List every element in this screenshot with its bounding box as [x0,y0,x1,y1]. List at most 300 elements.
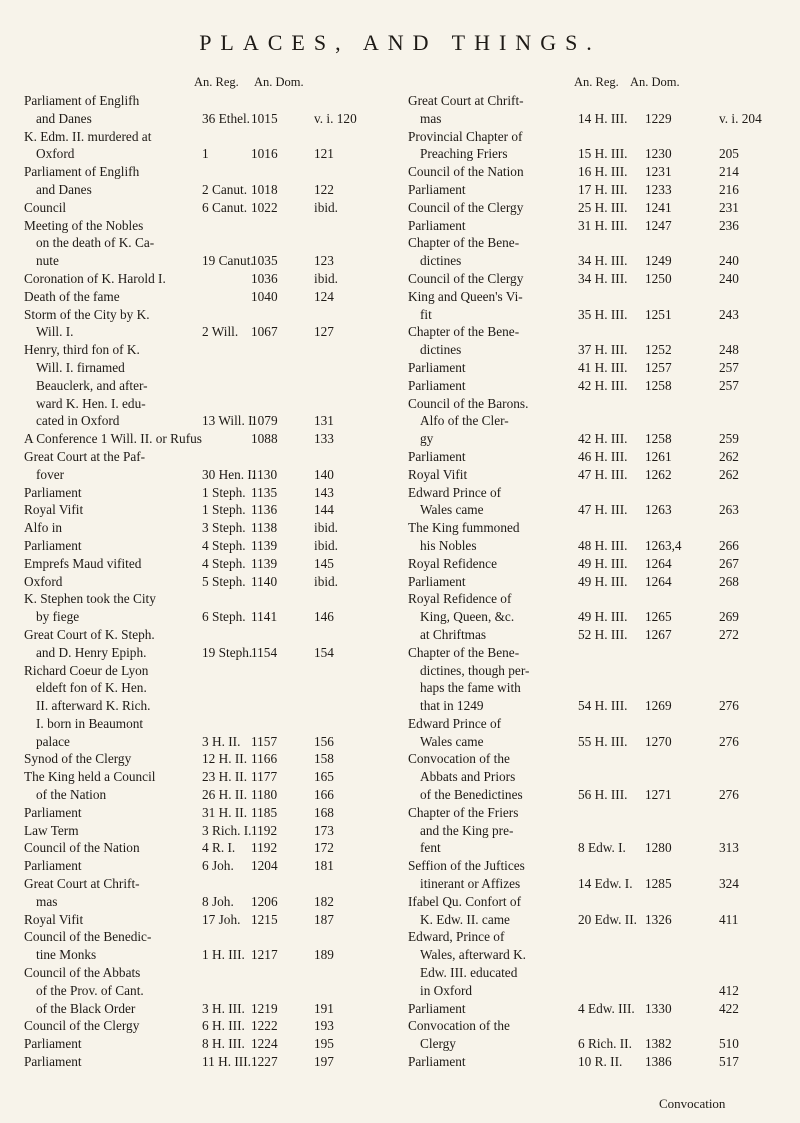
entry-line [408,857,778,875]
entry-line [24,946,394,964]
entry-text: Great Court at the Paf- [24,448,146,464]
entry-line [408,128,778,146]
anno-domini: 1204 [251,858,278,874]
entry-text: Parliament [24,1036,82,1052]
entry-line [24,911,394,929]
entry-text: II. afterward K. Rich. [36,698,151,714]
anno-domini: 1261 [645,448,672,464]
reign-year: 14 Edw. I. [578,876,633,892]
entry-text: itinerant or Affizes [420,876,521,892]
index-entry [408,1000,778,1018]
reign-year: 25 H. III. [578,199,628,215]
entry-text: Royal Vifit [408,466,468,482]
entry-text: K. Stephen took the City [24,591,156,607]
anno-domini: 1136 [251,502,278,518]
index-entry [408,893,778,929]
entry-text: King and Queen's Vi- [408,288,523,304]
entry-text: Council [24,199,67,215]
anno-domini: 1177 [251,769,278,785]
anno-domini: 1382 [645,1036,672,1052]
page-ref: 182 [314,893,334,909]
reign-year: 6 Rich. II. [578,1036,632,1052]
entry-line [24,199,394,217]
anno-domini: 1330 [645,1000,672,1016]
reign-year: 11 H. III. [202,1054,251,1070]
entry-text: Preaching Friers [420,146,508,162]
entry-line [24,377,394,395]
entry-text: K. Edw. II. came [420,911,510,927]
page-ref: 231 [719,199,739,215]
index-entry [408,715,778,751]
reign-year: 4 R. I. [202,840,236,856]
index-entry [408,519,778,555]
entry-line [24,928,394,946]
entry-line [24,893,394,911]
index-entry [408,555,778,573]
entry-text: in Oxford [420,982,473,998]
entry-text: Provincial Chapter of [408,128,523,144]
entry-line [408,750,778,768]
entry-text: Alfo in [24,520,63,536]
entry-line [408,234,778,252]
entry-line [24,537,394,555]
anno-domini: 1219 [251,1000,278,1016]
entry-text: Royal Vifit [24,911,84,927]
entry-text: at Chriftmas [420,626,487,642]
entry-text: Council of the Nation [408,164,524,180]
index-entry [408,484,778,520]
anno-domini: 1180 [251,787,278,803]
entry-line [24,466,394,484]
entry-line [24,715,394,733]
entry-line [24,306,394,324]
page-ref: 257 [719,359,739,375]
entry-text: dictines, though per- [420,662,530,678]
header-dom: An. Dom. [254,75,304,89]
entry-line [24,697,394,715]
anno-domini: 1139 [251,555,278,571]
anno-domini: 1252 [645,342,672,358]
reign-year: 34 H. III. [578,253,628,269]
anno-domini: 1016 [251,146,278,162]
entry-line [408,679,778,697]
page-ref: 262 [719,448,739,464]
entry-text: Parliament of Englifh [24,93,140,108]
reign-year: 8 Edw. I. [578,840,626,856]
page-ref: ibid. [314,270,339,286]
entry-text: that in 1249 [420,698,484,714]
anno-domini: 1088 [251,431,278,447]
page-ref: 259 [719,431,739,447]
entry-line [408,501,778,519]
anno-domini: 1157 [251,733,278,749]
left-column [24,74,394,1071]
entry-text: mas [420,110,442,126]
header-reg: An. Reg. [574,75,619,89]
reign-year: 49 H. III. [578,609,628,625]
reign-year: 1 Steph. [202,484,246,500]
entry-line [24,750,394,768]
entry-text: Council of the Nation [24,840,140,856]
entry-line [408,288,778,306]
reign-year: 12 H. II. [202,751,248,767]
entry-text: nute [36,253,59,269]
index-entry [24,163,394,199]
entry-line [408,555,778,573]
header-reg: An. Reg. [194,75,239,89]
entry-line [408,412,778,430]
index-entry [24,839,394,857]
entry-text: A Conference 1 Will. II. or Rufus [24,431,202,447]
entry-text: Abbats and Priors [420,769,516,785]
page-ref: 195 [314,1036,334,1052]
entry-text: eldeft fon of K. Hen. [36,680,147,696]
index-entry [24,484,394,502]
index-entry [24,341,394,430]
entry-text: Will. I. firnamed [36,359,125,375]
reign-year: 4 Edw. III. [578,1000,635,1016]
reign-year: 17 H. III. [578,181,628,197]
index-entry [24,199,394,217]
entry-text: Edw. III. educated [420,965,518,981]
entry-text: Convocation of the [408,1018,510,1034]
entry-line [408,377,778,395]
reign-year: 1 H. III. [202,947,245,963]
entry-line [408,484,778,502]
page-ref: 133 [314,431,334,447]
page-ref: ibid. [314,573,339,589]
page-ref: 510 [719,1036,739,1052]
entry-line [24,234,394,252]
entry-text: Council of the Clergy [408,199,524,215]
entry-text: Clergy [420,1036,456,1052]
page-ref: 422 [719,1000,739,1016]
reign-year: 49 H. III. [578,573,628,589]
entry-line [24,662,394,680]
entry-line [24,323,394,341]
entry-line [408,964,778,982]
page-ref: 181 [314,858,334,874]
index-entry [24,537,394,555]
entry-line [24,359,394,377]
entry-text: fit [420,306,432,322]
index-entry [408,288,778,324]
page-ref: 272 [719,626,739,642]
entry-line [408,573,778,591]
entry-line [408,306,778,324]
index-entry [408,395,778,448]
index-entry [408,181,778,199]
entry-line [408,839,778,857]
reign-year: 20 Edw. II. [578,911,637,927]
index-entry [24,519,394,537]
anno-domini: 1138 [251,520,278,536]
entry-line [408,822,778,840]
entry-text: Convocation of the [408,751,510,767]
reign-year: 36 Ethel. [202,110,251,126]
entry-line [24,786,394,804]
entry-line [408,466,778,484]
page-ref: 216 [719,181,739,197]
reign-year: 13 Will. I. [202,413,256,429]
entry-line [24,110,394,128]
entry-text: palace [36,733,70,749]
anno-domini: 1215 [251,911,278,927]
page-ref: 240 [719,253,739,269]
entry-text: Great Court of K. Steph. [24,626,155,642]
index-entry [24,928,394,964]
entry-text: dictines [420,342,462,358]
entry-text: Parliament [24,804,82,820]
entry-line [24,1000,394,1018]
entry-line [408,733,778,751]
anno-domini: 1267 [645,626,672,642]
reign-year: 46 H. III. [578,448,628,464]
reign-year: 2 Will. [202,324,239,340]
page-ref: 411 [719,911,739,927]
entry-line [24,679,394,697]
entry-text: of the Prov. of Cant. [36,982,144,998]
entry-line [24,252,394,270]
entry-text: dictines [420,253,462,269]
anno-domini: 1265 [645,609,672,625]
reign-year: 19 Steph. [202,644,253,660]
entry-line [24,857,394,875]
reign-year: 14 H. III. [578,110,628,126]
entry-text: Death of the fame [24,288,120,304]
entry-line [408,875,778,893]
reign-year: 52 H. III. [578,626,628,642]
anno-domini: 1192 [251,822,278,838]
anno-domini: 1326 [645,911,672,927]
entry-line [24,1017,394,1035]
index-entry [408,1017,778,1053]
reign-year: 34 H. III. [578,270,628,286]
index-entry [24,1035,394,1053]
page-ref: 173 [314,822,334,838]
anno-domini: 1241 [645,199,672,215]
index-entry [24,804,394,822]
page-ref: 143 [314,484,334,500]
reign-year: 42 H. III. [578,431,628,447]
entry-text: Chapter of the Bene- [408,235,520,251]
entry-line [408,911,778,929]
anno-domini: 1257 [645,359,672,375]
entry-line [24,573,394,591]
index-entry [408,1053,778,1071]
anno-domini: 1036 [251,270,278,286]
anno-domini: 1269 [645,698,672,714]
index-entry [408,857,778,893]
index-entry [24,822,394,840]
entry-line [24,733,394,751]
entry-text: Meeting of the Nobles [24,217,144,233]
entry-text: on the death of K. Ca- [36,235,155,251]
page-ref: 243 [719,306,739,322]
entry-text: Will. I. [36,324,74,340]
index-entry [24,786,394,804]
reign-year: 6 H. III. [202,1018,245,1034]
page-ref: 248 [719,342,739,358]
entry-text: Parliament [408,181,466,197]
entry-line [24,430,394,448]
page-ref: ibid. [314,520,339,536]
page-ref: 145 [314,555,334,571]
index-entry [24,857,394,875]
entry-line [408,982,778,1000]
anno-domini: 1141 [251,609,278,625]
reign-year: 6 Steph. [202,609,246,625]
reign-year: 35 H. III. [578,306,628,322]
entry-text: Seffion of the Juftices [408,858,525,874]
page-ref: 268 [719,573,739,589]
reign-year: 41 H. III. [578,359,628,375]
entry-line [408,662,778,680]
reign-year: 16 H. III. [578,164,628,180]
page-ref: 262 [719,466,739,482]
entry-line [24,448,394,466]
entry-line [24,519,394,537]
reign-year: 49 H. III. [578,555,628,571]
anno-domini: 1224 [251,1036,278,1052]
entry-text: Council of the Clergy [408,270,524,286]
reign-year: 3 Steph. [202,520,246,536]
page-ref: 168 [314,804,334,820]
reign-year: 3 H. II. [202,733,241,749]
anno-domini: 1067 [251,324,278,340]
entry-text: Parliament [24,858,82,874]
entry-text: Royal Refidence [408,555,497,571]
anno-domini: 1264 [645,573,672,589]
entry-line [408,448,778,466]
anno-domini: 1185 [251,804,278,820]
entry-text: Parliament [24,1054,82,1070]
page-ref: 197 [314,1054,334,1070]
entry-line [408,519,778,537]
entry-text: Storm of the City by K. [24,306,150,322]
anno-domini: 1222 [251,1018,278,1034]
entry-line [24,768,394,786]
reign-year: 10 R. II. [578,1054,623,1070]
page-ref: 172 [314,840,334,856]
entry-line [24,1053,394,1071]
reign-year: 15 H. III. [578,146,628,162]
anno-domini: 1271 [645,787,672,803]
page-ref: 156 [314,733,334,749]
entry-text: Oxford [24,573,63,589]
page-ref: 123 [314,253,334,269]
entry-line [24,145,394,163]
index-entry [408,573,778,591]
index-entry [408,448,778,466]
anno-domini: 1154 [251,644,278,660]
entry-line [408,537,778,555]
entry-text: and Danes [36,181,92,197]
page-ref: 276 [719,733,739,749]
entry-text: Parliament [408,377,466,393]
page-ref: 236 [719,217,739,233]
anno-domini: 1263,4 [645,537,682,553]
reign-year: 17 Joh. [202,911,241,927]
anno-domini: 1231 [645,164,672,180]
entry-line [408,1000,778,1018]
index-entry [408,804,778,857]
entry-list [24,92,394,1071]
reign-year: 2 Canut. [202,181,248,197]
anno-domini: 1249 [645,253,672,269]
entry-text: K. Edm. II. murdered at [24,128,152,144]
index-entry [24,306,394,342]
entry-text: by fiege [36,609,80,625]
entry-line [408,145,778,163]
entry-text: Wales came [420,733,484,749]
reign-year: 31 H. III. [578,217,628,233]
index-entry [408,234,778,270]
anno-domini: 1233 [645,181,672,197]
anno-domini: 1258 [645,431,672,447]
index-entry [24,288,394,306]
page-ref: 266 [719,537,739,553]
page-ref: 276 [719,787,739,803]
index-entry [408,644,778,715]
anno-domini: 1230 [645,146,672,162]
index-entry [408,128,778,164]
anno-domini: 1022 [251,199,278,215]
index-entry [24,875,394,911]
reign-year: 6 Canut. [202,199,248,215]
entry-text: Council of the Clergy [24,1018,140,1034]
index-entry [408,217,778,235]
entry-text: Council of the Barons. [408,395,529,411]
index-entry [408,92,778,128]
entry-line [408,786,778,804]
entry-line [408,110,778,128]
reign-year: 42 H. III. [578,377,628,393]
anno-domini: 1227 [251,1054,278,1070]
entry-line [24,626,394,644]
anno-domini: 1247 [645,217,672,233]
entry-text: Wales, afterward K. [420,947,526,963]
entry-text: Parliament [24,484,82,500]
anno-domini: 1130 [251,466,278,482]
index-entry [24,555,394,573]
index-entry [24,430,394,448]
entry-line [24,644,394,662]
page-ref: 412 [719,982,739,998]
page-ref: 166 [314,787,334,803]
index-entry [24,270,394,288]
anno-domini: 1139 [251,537,278,553]
page-ref: 154 [314,644,334,660]
index-entry [24,217,394,270]
anno-domini: 1079 [251,413,278,429]
entry-text: Great Court at Chrift- [408,93,524,108]
entry-text: Parliament [408,1054,466,1070]
reign-year: 1 [202,146,209,162]
page-ref: 124 [314,288,334,304]
entry-line [408,359,778,377]
entry-text: Beauclerk, and after- [36,377,148,393]
entry-text: King, Queen, &c. [420,609,515,625]
reign-year: 37 H. III. [578,342,628,358]
entry-text: mas [36,893,58,909]
entry-line [408,395,778,413]
reign-year: 4 Steph. [202,555,246,571]
entry-line [24,163,394,181]
reign-year: 3 Rich. I. [202,822,252,838]
page-ref: 324 [719,876,739,892]
entry-text: cated in Oxford [36,413,120,429]
